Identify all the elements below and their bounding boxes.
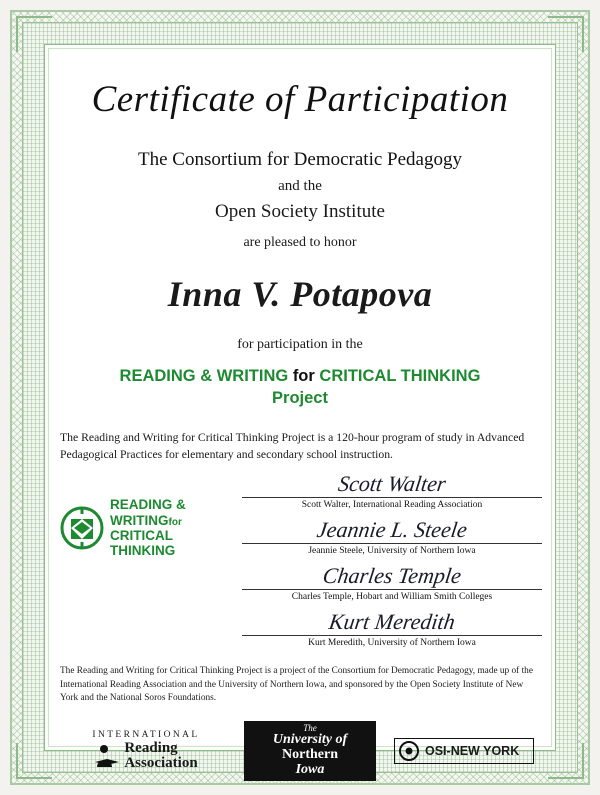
corner-ornament-top-right xyxy=(548,16,584,52)
signature-caption: Kurt Meredith, University of Northern Iowa xyxy=(308,638,476,649)
signature-row xyxy=(240,471,544,510)
certificate-content xyxy=(56,56,544,777)
uni-logo-line2: University of xyxy=(272,732,348,748)
uni-logo-line4: Iowa xyxy=(295,761,325,777)
recipient-name: Inna V. Potapova xyxy=(167,274,433,314)
corner-ornament-bottom-left xyxy=(16,743,52,779)
signature-mark: Scott Walter xyxy=(336,471,448,497)
signature-row xyxy=(240,609,544,648)
corner-ornament-bottom-right xyxy=(548,743,584,779)
program-description: The Reading and Writing for Critical Thinking Project is a 120-hour program of study in Advanced Pedagogical Practices for elementary and secondary school instruction. xyxy=(60,430,525,461)
rwct-logo-line3: CRITICAL xyxy=(110,527,173,543)
for-participation-line: for participation in the xyxy=(237,337,363,352)
ira-logo-words xyxy=(124,741,197,772)
issuer-primary: The Consortium for Democratic Pedagogy xyxy=(138,149,462,170)
program-name xyxy=(56,365,544,410)
reader-figure-icon xyxy=(94,743,120,769)
ira-logo-main xyxy=(66,741,226,772)
program-name-part2: for xyxy=(292,367,315,385)
osi-new-york-logo xyxy=(394,738,534,764)
sponsor-logo-row xyxy=(56,721,544,781)
signature-list xyxy=(240,471,544,655)
signature-mark: Charles Temple xyxy=(321,563,463,589)
footnote-text: The Reading and Writing for Critical Thinking Project is a project of the Consortium for Democratic Pedagogy, made up of the International Reading Association and the University of Northern Iowa, and sponsored by the Open Society Institute of New York and the National Soros Foundations. xyxy=(60,666,533,703)
rwct-logo-line1: READING & xyxy=(110,497,186,513)
signature-rule xyxy=(242,497,542,498)
signature-row xyxy=(240,517,544,556)
issuer-connector: and the xyxy=(278,178,322,194)
certificate-title: Certificate of Participation xyxy=(91,79,509,120)
osi-logo-label: OSI-NEW YORK xyxy=(425,743,520,758)
program-name-part3: CRITICAL THINKING xyxy=(319,367,481,385)
ira-logo-line1: Reading xyxy=(124,739,178,756)
signature-rule xyxy=(242,543,542,544)
uni-logo-line1: The xyxy=(303,723,317,734)
rwct-emblem-icon xyxy=(60,506,104,550)
corner-ornament-top-left xyxy=(16,16,52,52)
signature-mark: Jeannie L. Steele xyxy=(315,517,469,543)
ira-logo-line2: Association xyxy=(124,755,198,772)
signature-caption: Jeannie Steele, University of Northern Iowa xyxy=(308,546,476,557)
signature-rule xyxy=(242,589,542,590)
logo-and-signature-block xyxy=(56,471,544,655)
ira-logo-top-text: INTERNATIONAL xyxy=(92,729,200,740)
rwct-logo-line2 xyxy=(110,513,186,528)
signature-mark: Kurt Meredith xyxy=(327,609,457,635)
honor-line: are pleased to honor xyxy=(243,235,357,250)
issuer-secondary: Open Society Institute xyxy=(215,201,385,222)
university-of-northern-iowa-logo xyxy=(244,721,376,781)
rwct-logo-line2-small: for xyxy=(168,516,182,528)
rwct-logo-text xyxy=(110,497,186,558)
rwct-logo xyxy=(56,471,240,558)
signature-row xyxy=(240,563,544,602)
osi-emblem-icon xyxy=(399,741,419,761)
uni-logo-line3: Northern xyxy=(282,747,338,763)
ira-logo xyxy=(66,730,226,772)
program-name-line2: Project xyxy=(272,389,328,408)
signature-caption: Charles Temple, Hobart and William Smith Colleges xyxy=(291,592,493,603)
rwct-logo-line4: THINKING xyxy=(110,542,176,558)
program-name-part1: READING & WRITING xyxy=(119,367,289,385)
rwct-logo-line2-main: WRITING xyxy=(110,512,169,528)
signature-caption: Scott Walter, International Reading Association xyxy=(301,500,483,511)
signature-rule xyxy=(242,635,542,636)
